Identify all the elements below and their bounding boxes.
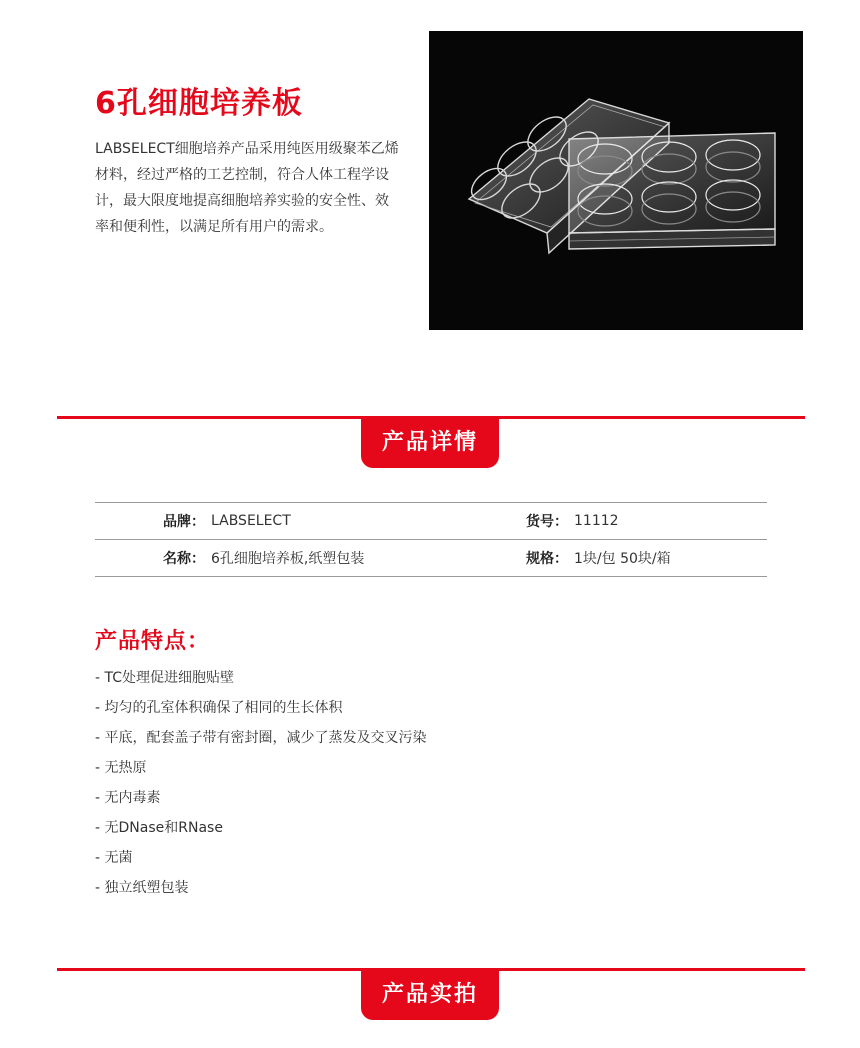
plate-base xyxy=(569,133,775,249)
spec-cell xyxy=(95,511,513,531)
spec-key-brand: 品牌： xyxy=(163,514,205,530)
spec-cell xyxy=(513,511,619,531)
spec-key-name: 名称： xyxy=(163,551,205,567)
features-title: 产品特点： xyxy=(95,629,211,654)
spec-value-item-number: 11112 xyxy=(574,513,619,529)
spec-value-specification: 1块/包 50块/箱 xyxy=(574,551,671,567)
spec-key-specification: 规格： xyxy=(526,551,568,567)
spec-cell xyxy=(513,548,671,568)
product-description: LABSELECT细胞培养产品采用纯医用级聚苯乙烯材料，经过严格的工艺控制，符合人体工程学设计，最大限度地提高细胞培养实验的安全性、效率和便利性，以满足所有用户的需求。 xyxy=(95,141,399,235)
spec-table xyxy=(95,502,767,577)
feature-item: - 独立纸塑包装 xyxy=(95,880,189,896)
spec-row xyxy=(95,539,767,576)
six-well-plate-illustration xyxy=(429,31,803,330)
feature-item: - 无菌 xyxy=(95,850,133,866)
feature-item: - TC处理促进细胞贴壁 xyxy=(95,670,235,686)
feature-item: - 平底，配套盖子带有密封圈，减少了蒸发及交叉污染 xyxy=(95,730,427,746)
spec-cell xyxy=(95,548,513,568)
spec-value-brand: LABSELECT xyxy=(211,513,291,529)
product-photo xyxy=(429,31,803,330)
feature-item: - 无热原 xyxy=(95,760,147,776)
feature-item: - 无DNase和RNase xyxy=(95,820,223,836)
feature-item: - 均匀的孔室体积确保了相同的生长体积 xyxy=(95,700,343,716)
photos-section-heading: 产品实拍 xyxy=(361,970,499,1020)
spec-value-name: 6孔细胞培养板,纸塑包装 xyxy=(211,551,365,567)
feature-item: - 无内毒素 xyxy=(95,790,161,806)
details-section-heading: 产品详情 xyxy=(361,418,499,468)
product-title: 6孔细胞培养板 xyxy=(95,86,303,121)
spec-row xyxy=(95,503,767,539)
spec-key-item-number: 货号： xyxy=(526,514,568,530)
features-list xyxy=(95,663,427,903)
